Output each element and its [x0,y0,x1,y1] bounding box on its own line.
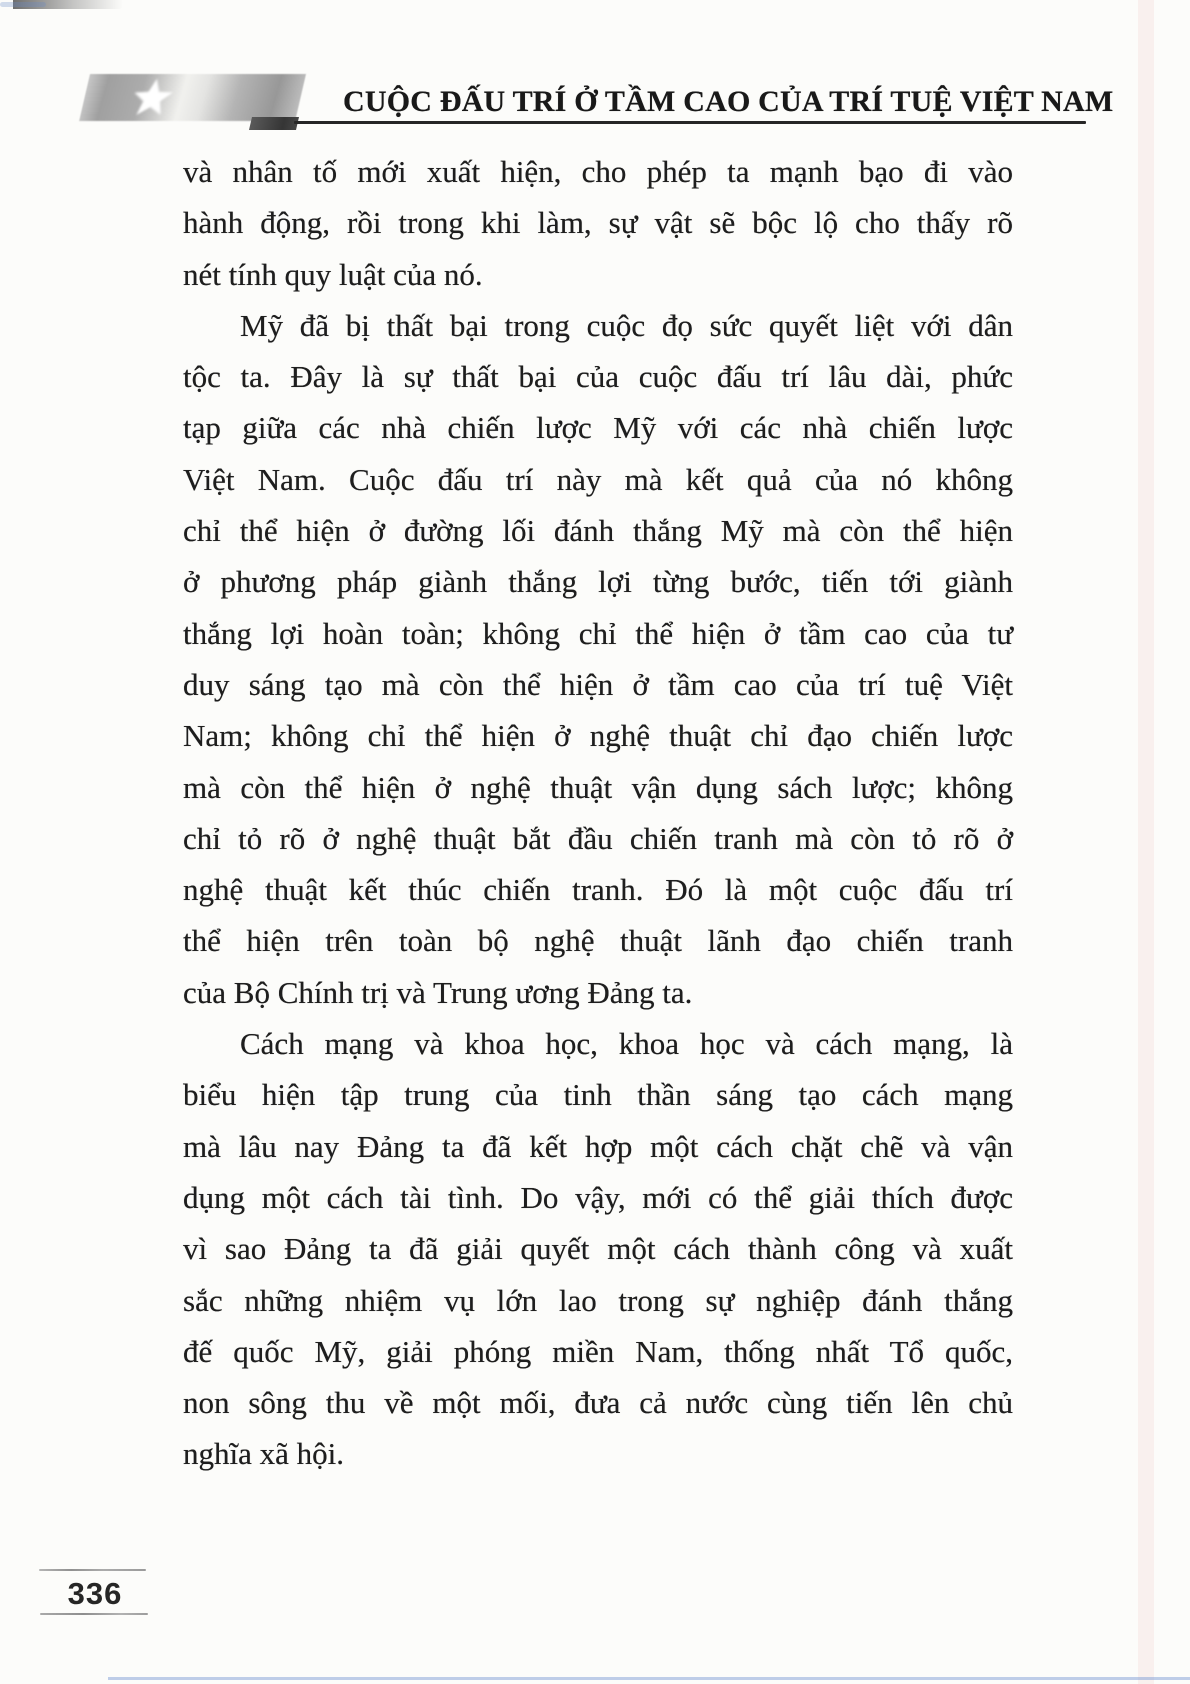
text-line: Mỹ đã bị thất bại trong cuộc đọ sức quyết liệt với dân [240,307,1013,343]
page-number-rule-top [39,1569,146,1571]
text-line: thắng lợi hoàn toàn; không chỉ thể hiện ở tầm cao của tư [183,615,1013,651]
text-line: và nhân tố mới xuất hiện, cho phép ta mạnh bạo đi vào [183,154,1013,189]
text-line: sắc những nhiệm vụ lớn lao trong sự nghiệp đánh thắng [183,1282,1013,1318]
text-line: non sông thu về một mối, đưa cả nước cùng tiến lên chủ [183,1385,1013,1421]
page-number-rule-bottom [40,1613,148,1615]
banner-star-icon [79,74,306,121]
body-text [183,146,1013,1480]
text-line: Cách mạng và khoa học, khoa học và cách mạng, là [240,1026,1013,1062]
scan-pink-strip-right [1138,0,1154,1684]
scan-blue-dash-top [0,2,46,7]
text-line: của Bộ Chính trị và Trung ương Đảng ta. [183,974,693,1010]
paragraph [183,1018,1013,1480]
text-line: nét tính quy luật của nó. [183,256,483,292]
text-line: nghĩa xã hội. [183,1436,344,1472]
text-line: nghệ thuật kết thúc chiến tranh. Đó là một cuộc đấu trí [183,872,1013,908]
header-rule [294,121,1086,124]
scan-blue-line-bottom [108,1677,1190,1680]
text-line: vì sao Đảng ta đã giải quyết một cách thành công và xuất [183,1231,1013,1267]
text-line: mà lâu nay Đảng ta đã kết hợp một cách chặt chẽ và vận [183,1128,1013,1164]
text-line: dụng một cách tài tình. Do vậy, mới có thể giải thích được [183,1179,1013,1215]
paragraph [183,300,1013,1018]
text-line: Việt Nam. Cuộc đấu trí này mà kết quả của nó không [183,461,1013,497]
text-line: ở phương pháp giành thắng lợi từng bước, tiến tới giành [183,564,1013,600]
running-title: CUỘC ĐẤU TRÍ Ở TẦM CAO CỦA TRÍ TUỆ VIỆT NAM [343,85,1114,118]
text-line: thể hiện trên toàn bộ nghệ thuật lãnh đạo chiến tranh [183,923,1013,959]
star-icon [125,76,179,120]
paragraph [183,146,1013,300]
text-line: tạp giữa các nhà chiến lược Mỹ với các nhà chiến lược [183,410,1013,446]
banner-tail [249,117,299,130]
text-line: hành động, rồi trong khi làm, sự vật sẽ bộc lộ cho thấy rõ [183,205,1013,241]
text-line: mà còn thể hiện ở nghệ thuật vận dụng sách lược; không [183,769,1013,805]
text-line: tộc ta. Đây là sự thất bại của cuộc đấu trí lâu dài, phức [183,359,1013,395]
text-line: chỉ thể hiện ở đường lối đánh thắng Mỹ mà còn thể hiện [183,513,1013,549]
text-line: biểu hiện tập trung của tinh thần sáng tạo cách mạng [183,1077,1013,1113]
text-line: chỉ tỏ rõ ở nghệ thuật bắt đầu chiến tranh mà còn tỏ rõ ở [183,820,1013,856]
text-line: duy sáng tạo mà còn thể hiện ở tầm cao của trí tuệ Việt [183,666,1013,702]
text-line: Nam; không chỉ thể hiện ở nghệ thuật chỉ đạo chiến lược [183,718,1013,754]
text-line: đế quốc Mỹ, giải phóng miền Nam, thống nhất Tổ quốc, [183,1333,1013,1369]
page-number: 336 [67,1576,123,1611]
